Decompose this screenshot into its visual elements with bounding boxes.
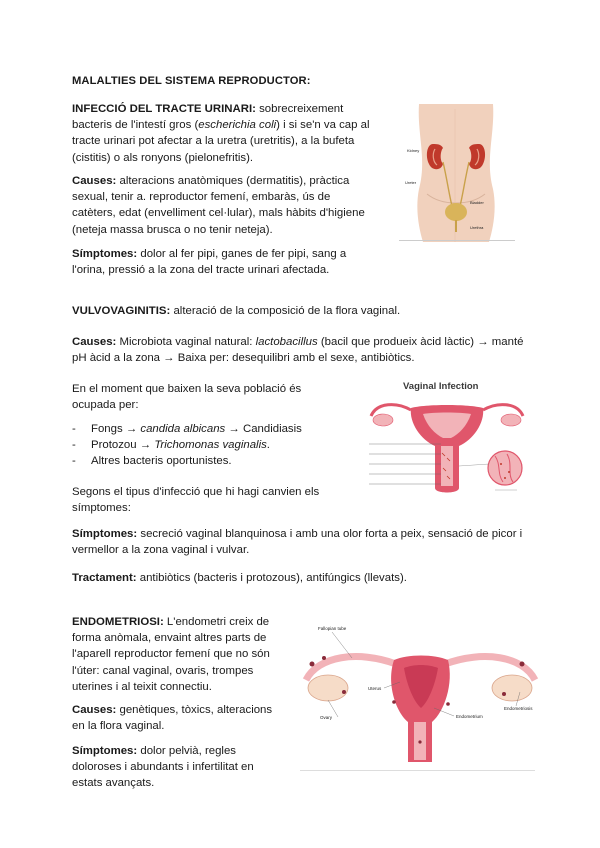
vulvo-causes-text-2: (bacil que produeix àcid làctic) → manté pH àcid a la zona → Baixa per: desequilibri amb el sexe, antibiòtics. (72, 336, 524, 365)
endo-figure-label: Endometrium (456, 714, 483, 719)
vulvo-pathogen-list (72, 421, 352, 470)
uti-description (72, 101, 377, 166)
uti-text-2: ) i si se'n va cap al tracte urinari pot afectar a la uretra (uretritis), a la bufeta (cistitis) o als ronyons (pielonefritis). (72, 119, 370, 164)
vulvo-description (72, 303, 542, 319)
vulvo-causes (72, 334, 527, 366)
vulvo-heading: VULVOVAGINITIS: (72, 305, 171, 317)
list-item-text: Protozou → (91, 439, 155, 452)
endo-heading: ENDOMETRIOSI: (72, 616, 164, 628)
urinary-tract-figure (397, 104, 515, 242)
list-item-text: Altres bacteris oportunistes. (91, 455, 232, 468)
vulvo-causes-label: Causes: (72, 336, 117, 348)
list-item-text: Fongs → (91, 423, 141, 435)
page-title: MALALTIES DEL SISTEMA REPRODUCTOR: (72, 75, 311, 87)
list-item (72, 437, 352, 453)
vulvo-types: Segons el tipus d'infecció que hi hagi canvien els símptomes: (72, 486, 320, 515)
endo-description (72, 614, 287, 695)
endo-symptoms-text: dolor pelvià, regles doloroses i abundants i infertilitat en estats avançats. (72, 745, 254, 790)
endo-symptoms-label: Símptomes: (72, 745, 138, 757)
uti-figure-label: Ureter (405, 180, 417, 185)
endo-intro: L'endometri creix de forma anòmala, envaint altres parts de l'aparell reproductor femení que no són l'úter: canal vaginal, ovaris, trompes uterines i al teixit connectiu. (72, 616, 270, 693)
vulvo-symptoms (72, 526, 537, 558)
endo-causes-text: genètiques, tòxics, alteracions en la flora vaginal. (72, 704, 273, 733)
endo-symptoms (72, 743, 287, 792)
list-item-text: . (266, 439, 270, 452)
uti-symptoms-label: Símptomes: (72, 248, 138, 260)
uti-figure-label: Urethra (470, 225, 484, 230)
vulvo-intro: alteració de la composició de la flora vaginal. (170, 305, 401, 317)
uti-causes-text: alteracions anatòmiques (dermatitis), pràctica sexual, tenir a. reproductor femení, embaràs, ús de catèters, edat (envelliment cel·lular), mals hàbits d'higiene (neteja massa brusca o no tenir neteja). (72, 175, 365, 236)
uti-symptoms (72, 246, 382, 278)
list-item (72, 421, 352, 437)
vulvo-treatment-text: antibiòtics (bacteris i protozous), antifúngics (llevats). (136, 572, 407, 584)
bladder-shape (445, 203, 467, 221)
list-item-organism: Trichomonas vaginalis (154, 439, 267, 452)
list-item-text: → Candidiasis (225, 423, 302, 435)
uti-heading: INFECCIÓ DEL TRACTE URINARI: (72, 103, 256, 115)
vulvo-causes-organism: lactobacillus (255, 336, 318, 348)
endo-figure-label: Fallopian tube (318, 626, 347, 631)
vulvo-treatment-label: Tractament: (72, 572, 137, 584)
vulvo-symptoms-label: Símptomes: (72, 528, 138, 540)
uti-causes-label: Causes: (72, 175, 117, 187)
vaginal-infection-title: Vaginal Infection (403, 381, 479, 392)
uti-organism: escherichia coli (198, 119, 277, 132)
vulvo-population: En el moment que baixen la seva població és ocupada per: (72, 383, 302, 412)
endo-figure-label: Ovary (320, 715, 333, 720)
list-item (72, 453, 352, 469)
uti-figure-caption-rule (399, 240, 515, 241)
endo-figure-label: Uterus (368, 686, 382, 691)
endometriosis-figure (298, 622, 543, 772)
uti-figure-label: Bladder (470, 200, 484, 205)
uti-symptoms-text: dolor al fer pipi, ganes de fer pipi, sang a l'orina, pressió a la zona del tracte urinari afectada. (72, 248, 347, 277)
vulvo-causes-text-1: Microbiota vaginal natural: (116, 336, 256, 348)
endo-figure-caption-rule (300, 770, 535, 771)
uti-figure-label: Kidney (407, 148, 420, 153)
vulvo-symptoms-text: secreció vaginal blanquinosa i amb una olor forta a peix, sensació de picor i vermellor a la zona vaginal i vulvar. (72, 528, 523, 557)
endo-causes (72, 702, 287, 734)
endo-figure-label: Endometriosis (504, 706, 533, 711)
list-item-organism: candida albicans (140, 423, 226, 435)
uti-causes (72, 173, 372, 238)
uti-text-1: sobrecreixement bacteris de l'intestí gros ( (72, 103, 344, 132)
endo-causes-label: Causes: (72, 704, 117, 716)
vaginal-infection-figure (367, 378, 537, 503)
vulvo-treatment (72, 570, 542, 586)
